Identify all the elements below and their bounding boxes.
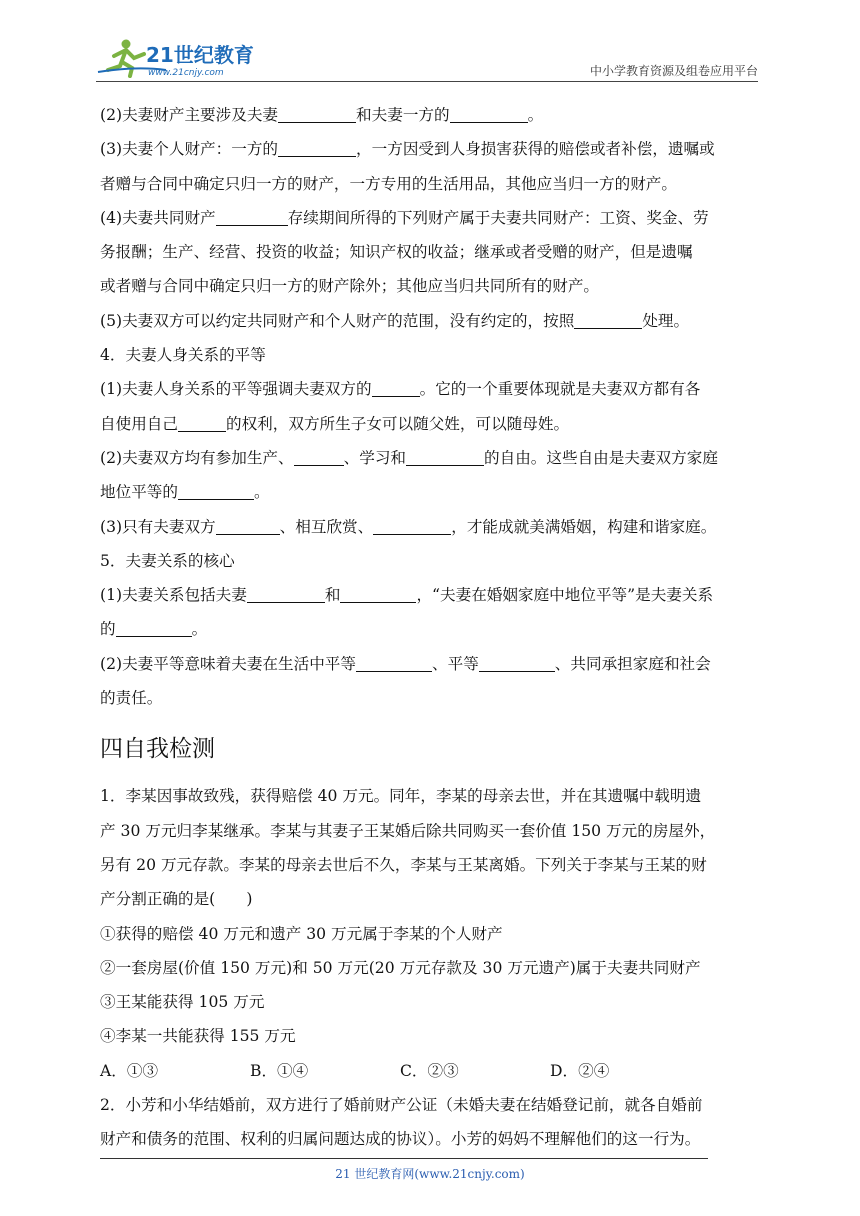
page-header — [96, 36, 758, 82]
q5-2: (2)夫妻平等意味着夫妻在生活中平等 、平等 、共同承担家庭和社会 — [100, 654, 711, 673]
q4-1-cont: 自使用自己 的权利，双方所生子女可以随父姓，可以随母姓。 — [100, 414, 570, 433]
q5-2-cont: 的责任。 — [100, 689, 163, 708]
test-q1-line1: 1．李某因事故致残，获得赔偿 40 万元。同年，李某的母亲去世，并在其遗嘱中载明遗 — [100, 787, 702, 806]
option-a: A．①③ — [100, 1061, 159, 1080]
q5-1-cont: 的 。 — [100, 620, 208, 639]
q5-1: (1)夫妻关系包括夫妻 和 ，“夫妻在婚姻家庭中地位平等”是夫妻关系 — [100, 586, 714, 605]
statement-2: ②一套房屋(价值 150 万元)和 50 万元(20 万元存款及 30 万元遗产)属于夫妻共同财产 — [100, 958, 701, 977]
test-q2-line2: 财产和债务的范围、权利的归属问题达成的协议）。小芳的妈妈不理解他们的这一行为。 — [100, 1130, 701, 1149]
test-q2-line1: 2．小芳和小华结婚前，双方进行了婚前财产公证（未婚夫妻在结婚登记前，就各自婚前 — [100, 1096, 703, 1115]
blank — [216, 207, 288, 226]
blank — [247, 584, 325, 603]
blank — [178, 413, 226, 432]
blank — [340, 584, 416, 603]
answer-options — [100, 1054, 762, 1088]
document-body — [100, 98, 762, 1157]
blank — [406, 447, 484, 466]
item-3-cont: 者赠与合同中确定只归一方的财产，一方专用的生活用品，其他应当归一方的财产。 — [100, 174, 677, 193]
footer-source: 21 世纪教育网(www.21cnjy.com) — [335, 1167, 525, 1181]
heading-4: 4．夫妻人身关系的平等 — [100, 346, 266, 365]
statement-4: ④李某一共能获得 155 万元 — [100, 1027, 296, 1046]
section-title: 四自我检测 — [100, 736, 215, 763]
test-q1-line2: 产 30 万元归李某继承。李某与其妻子王某婚后除共同购买一套价值 150 万元的房屋外， — [100, 821, 716, 840]
blank — [278, 138, 356, 157]
blank — [372, 378, 420, 397]
blank — [373, 516, 451, 535]
item-2: (2)夫妻财产主要涉及夫妻 和夫妻一方的 。 — [100, 106, 544, 124]
blank — [450, 104, 528, 123]
test-q1-line4: 产分割正确的是( ) — [100, 890, 253, 909]
option-d: D．②④ — [550, 1061, 610, 1080]
item-4: (4)夫妻共同财产 存续期间所得的下列财产属于夫妻共同财产：工资、奖金、劳 — [100, 208, 709, 227]
statement-3: ③王某能获得 105 万元 — [100, 993, 265, 1012]
header-divider — [96, 81, 758, 82]
item-4-cont2: 或者赠与合同中确定只归一方的财产除外；其他应当归共同所有的财产。 — [100, 277, 600, 296]
platform-name: 中小学教育资源及组卷应用平台 — [589, 64, 758, 78]
logo-21cnjy — [96, 36, 266, 80]
q4-2: (2)夫妻双方均有参加生产、 、学习和 的自由。这些自由是夫妻双方家庭 — [100, 448, 718, 467]
option-c: C．②③ — [400, 1061, 459, 1080]
option-b: B．①④ — [250, 1061, 309, 1080]
q4-2-cont: 地位平等的 。 — [100, 483, 270, 502]
q4-3: (3)只有夫妻双方 、相互欣赏、 ，才能成就美满婚姻，构建和谐家庭。 — [100, 517, 717, 536]
svg-text:www.21cnjy.com: www.21cnjy.com — [148, 68, 224, 78]
item-4-cont: 务报酬；生产、经营、投资的收益；知识产权的收益；继承或者受赠的财产，但是遗嘱 — [100, 243, 693, 262]
blank — [278, 104, 356, 123]
item-3: (3)夫妻个人财产：一方的 ，一方因受到人身损害获得的赔偿或者补偿，遗嘱或 — [100, 140, 715, 159]
svg-text:21世纪教育: 21世纪教育 — [146, 43, 254, 67]
blank — [294, 447, 344, 466]
q4-1: (1)夫妻人身关系的平等强调夫妻双方的 。它的一个重要体现就是夫妻双方都有各 — [100, 380, 701, 399]
test-q1-line3: 另有 20 万元存款。李某的母亲去世后不久，李某与王某离婚。下列关于李某与王某的财 — [100, 855, 707, 874]
blank — [479, 653, 555, 672]
heading-5: 5．夫妻关系的核心 — [100, 551, 235, 570]
blank — [178, 481, 254, 500]
blank — [356, 653, 432, 672]
footer-divider — [100, 1158, 708, 1159]
blank — [216, 516, 280, 535]
blank — [574, 310, 642, 329]
statement-1: ①获得的赔偿 40 万元和遗产 30 万元属于李某的个人财产 — [100, 924, 503, 943]
item-5: (5)夫妻双方可以约定共同财产和个人财产的范围，没有约定的，按照 处理。 — [100, 311, 690, 330]
blank — [116, 618, 192, 637]
